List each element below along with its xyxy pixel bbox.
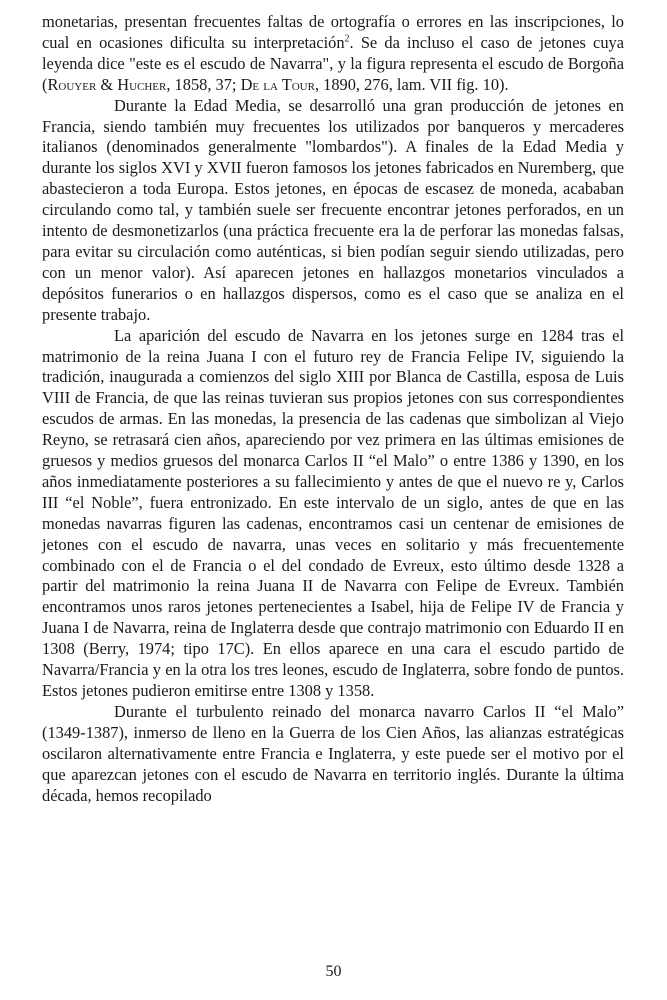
paragraph-1 (42, 12, 624, 96)
paragraph-1-text-b: . Se da incluso el caso de jetones cuya leyenda dice "este es el escudo de Navarra", y la figura representa el escudo de Borgoña ( (42, 32, 624, 94)
paragraph-1-text-a: monetarias, presentan frecuentes faltas de ortografía o errores en las inscripciones, lo cual en ocasiones dificulta su interpretación (42, 12, 624, 52)
citation-author-rouyer-hucher: Rouyer & Hucher (47, 74, 167, 94)
paragraph-2: Durante la Edad Media, se desarrolló una gran producción de jetones en Francia, siendo también muy frecuentes los utilizados por banqueros y mercaderes italianos (denominados generalmente "lombardos"). A finales de la Edad Media y durante los siglos XVI y XVII fueron famosos los jetones fabricados en Nuremberg, que abastecieron a toda Europa. Estos jetones, en épocas de escasez de moneda, acababan circulando como tal, y también suele ser frecuente encontrar jetones perforados, en un intento de desmonetizarlos (una práctica frecuente era la de perforar las monedas falsas, para evitar su circulación como auténticas, si bien podían seguir siendo utilizadas, pero con un menor valor). Así aparecen jetones en hallazgos monetarios vinculados a depósitos funerarios o en hallazgos dispersos, como es el caso que se analiza en el presente trabajo. (42, 95, 624, 324)
paragraph-1-text-d: , 1890, 276, lam. VII fig. 10). (314, 74, 509, 94)
page-body (42, 12, 624, 806)
paragraph-3: La aparición del escudo de Navarra en los jetones surge en 1284 tras el matrimonio de la reina Juana I con el futuro rey de Francia Felipe IV, siguiendo la tradición, inaugurada a comienzos del siglo XIII por Blanca de Castilla, esposa de Luis VIII de Francia, de que las reinas tuvieran sus propios jetones con sus correspondientes escudos de armas. En las monedas, la presencia de las cadenas que simbolizan al Viejo Reyno, se retrasará cien años, apareciendo por vez primera en las últimas emisiones de gruesos y medios gruesos del monarca Carlos II “el Malo” o entre 1386 y 1390, en los años inmediatamente posteriores a su fallecimiento y antes de que el nuevo re y, Carlos III “el Noble”, fuera entronizado. En este intervalo de un siglo, antes de que en las monedas navarras figuren las cadenas, encontramos casi un centenar de emisiones de jetones con el escudo de navarra, unas veces en solitario y más frecuentemente combinado con el de Francia o el del condado de Evreux, esto último desde 1328 a partir del matrimonio la reina Juana II de Navarra con Felipe de Evreux. También encontramos unos raros jetones pertenecientes a Isabel, hija de Felipe IV de Francia y Juana I de Navarra, reina de Inglaterra desde que contrajo matrimonio con Eduardo II en 1308 (Berry, 1974; tipo 17C). En ellos aparece en una cara el escudo partido de Navarra/Francia y en la otra los tres leones, escudo de Inglaterra, sobre fondo de puntos. Estos jetones pudieron emitirse entre 1308 y 1358. (42, 325, 624, 700)
paragraph-4: Durante el turbulento reinado del monarca navarro Carlos II “el Malo” (1349-1387), inmerso de lleno en la Guerra de los Cien Años, las alianzas estratégicas oscilaron alternativamente entre Francia e Inglaterra, y este puede ser el motivo por el que aparezcan jetones con el escudo de Navarra en territorio inglés. Durante la última década, hemos recopilado (42, 701, 624, 805)
page-number: 50 (325, 963, 342, 980)
citation-author-de-la-tour: De la Tour (240, 74, 315, 94)
footnote-reference: 2 (344, 33, 350, 45)
paragraph-1-text-c: , 1858, 37; (166, 74, 241, 94)
